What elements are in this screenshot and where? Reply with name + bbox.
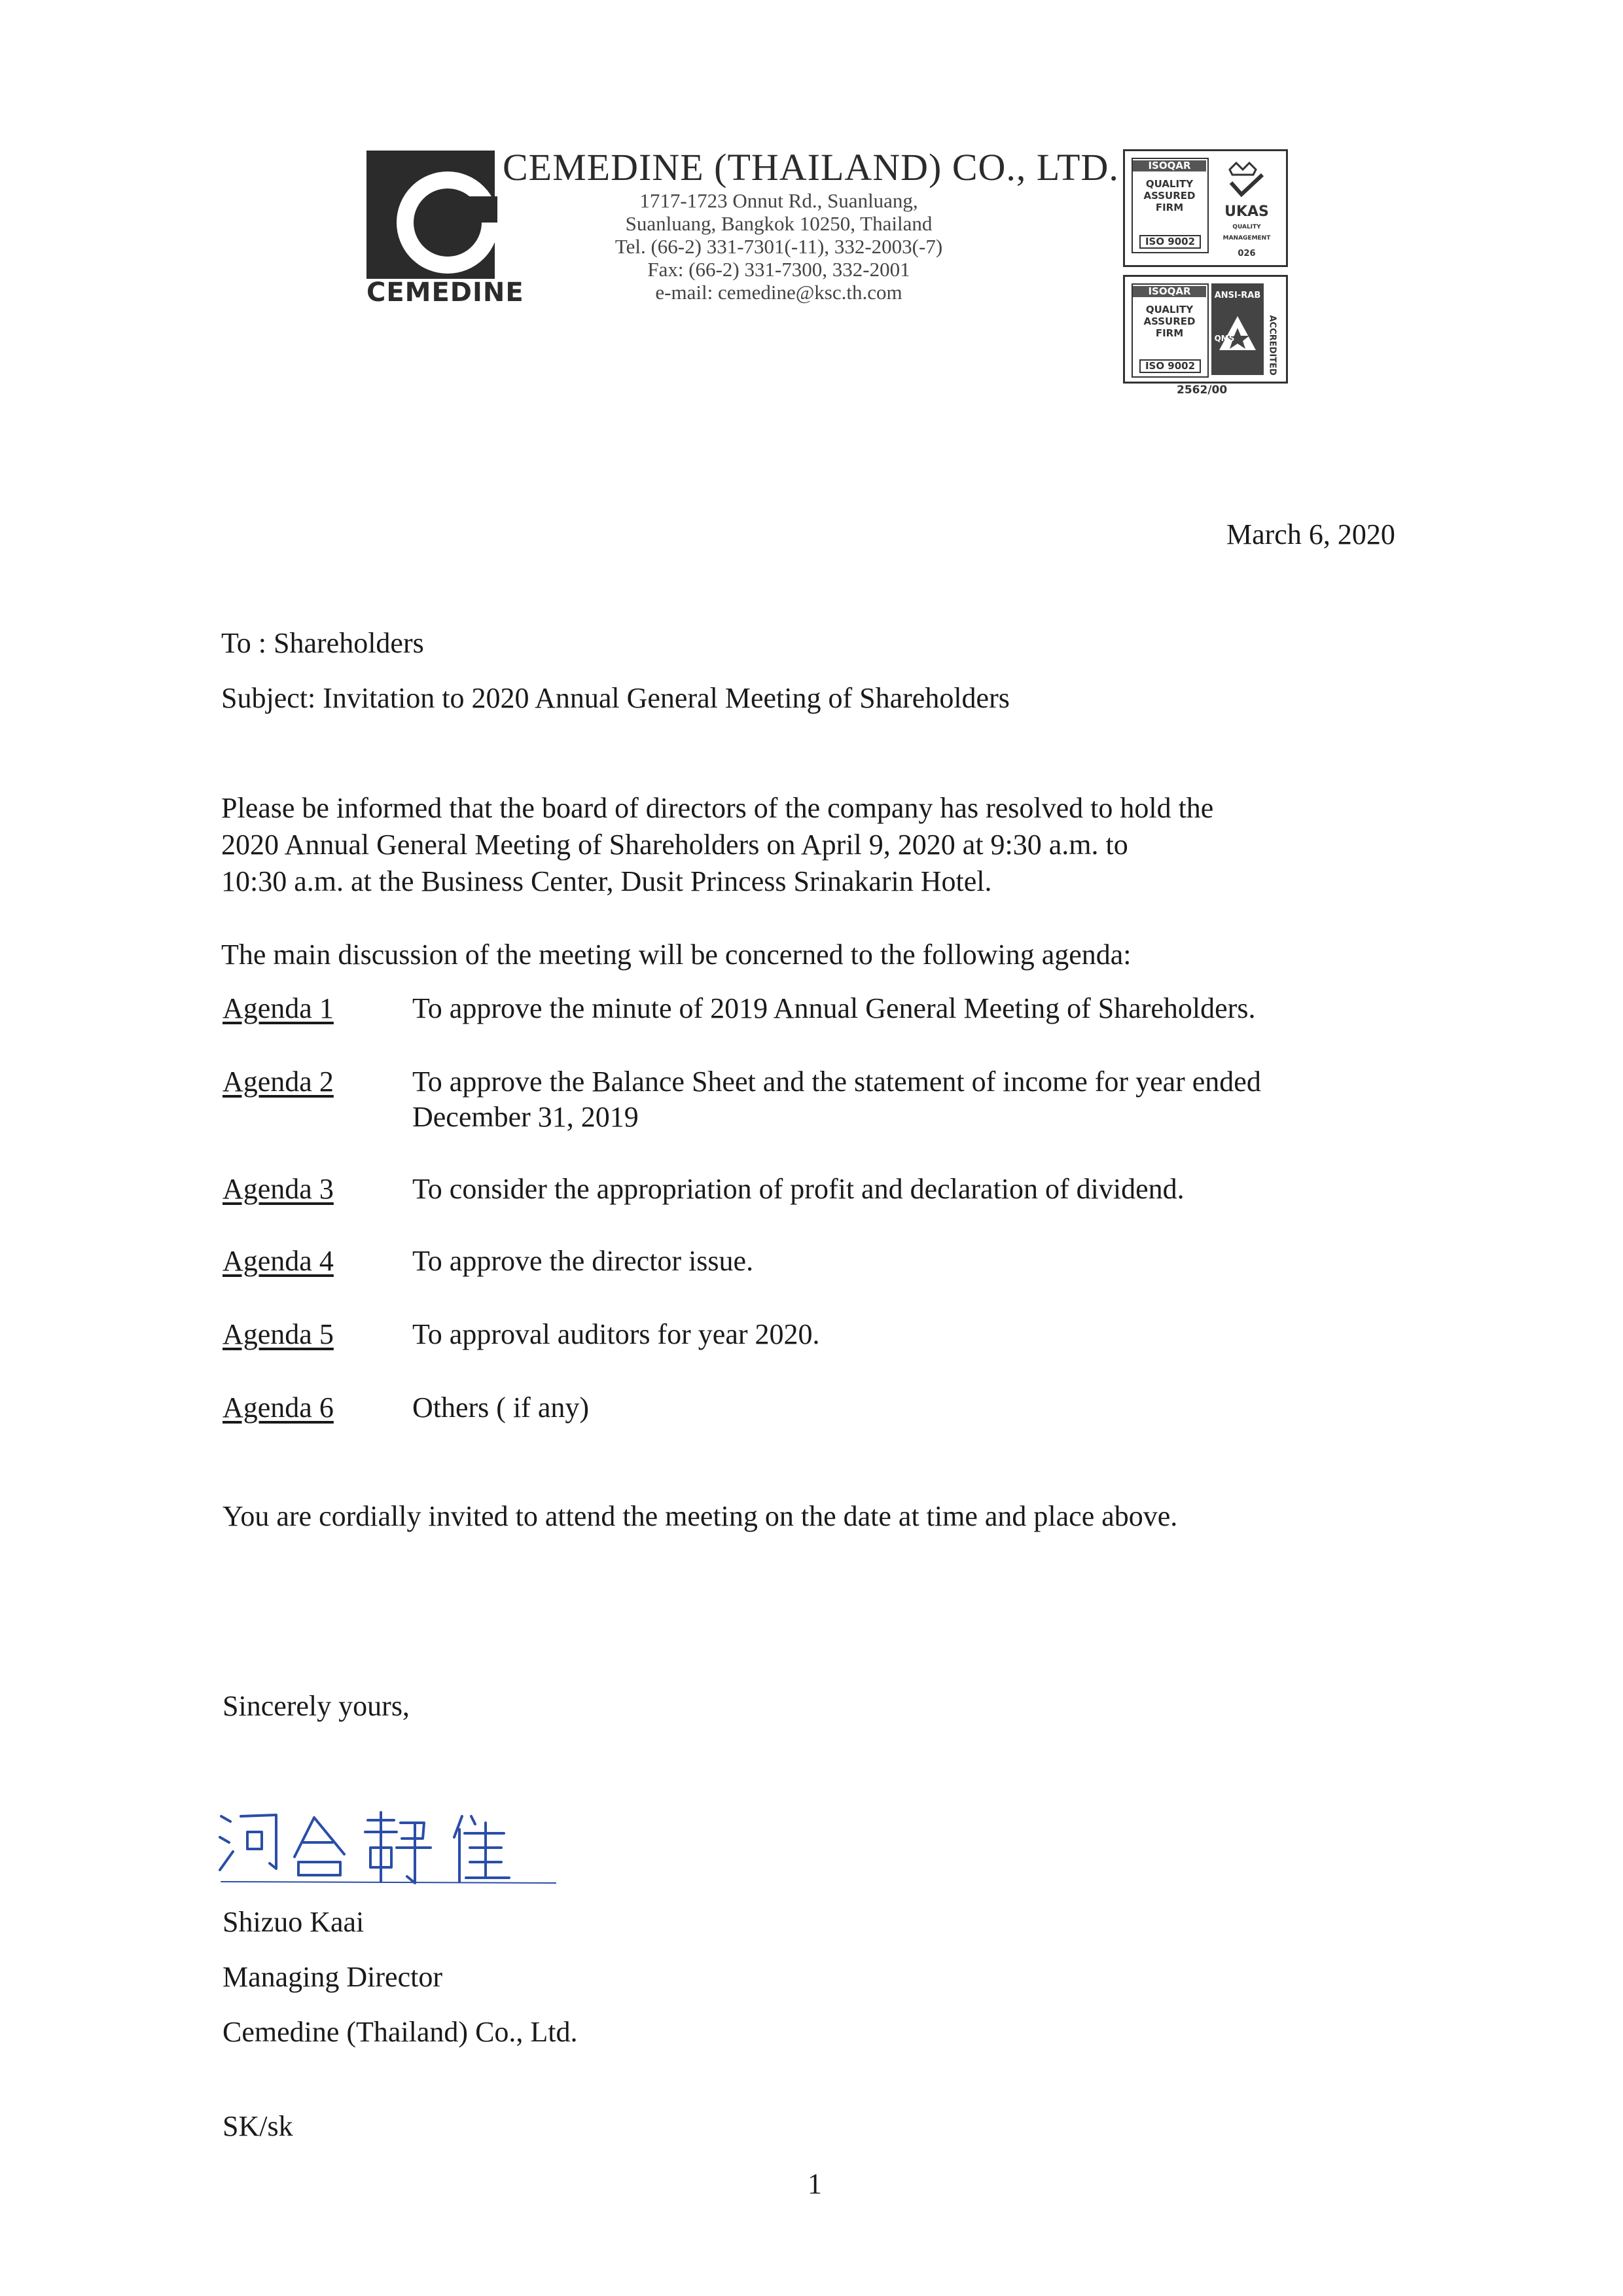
logo-c-mark: [397, 171, 499, 274]
certificate-number: 2562/00: [1177, 384, 1228, 397]
signer-company: Cemedine (Thailand) Co., Ltd.: [223, 2016, 578, 2048]
agenda-intro: The main discussion of the meeting will be concerned to the following agenda:: [221, 939, 1132, 971]
isoqar-label: ISOQAR: [1133, 160, 1206, 171]
agenda-label-5: Agenda 5: [223, 1318, 334, 1350]
letter-date: March 6, 2020: [1226, 518, 1395, 550]
agenda-label-3: Agenda 3: [223, 1173, 334, 1205]
company-name: CEMEDINE (THAILAND) CO., LTD.: [503, 146, 1119, 188]
agenda-label-4: Agenda 4: [223, 1245, 334, 1277]
intro-line-3: 10:30 a.m. at the Business Center, Dusit Princess Srinakarin Hotel.: [221, 865, 992, 897]
page-number: 1: [808, 2168, 822, 2200]
agenda-label-1: Agenda 1: [223, 992, 334, 1024]
agenda-text-2-cont: December 31, 2019: [412, 1101, 639, 1133]
handwritten-signature: [216, 1797, 556, 1888]
address-line-1: 1717-1723 Onnut Rd., Suanluang,: [639, 189, 918, 212]
intro-line-1: Please be informed that the board of directors of the company has resolved to hold the: [221, 792, 1214, 824]
agenda-label-2: Agenda 2: [223, 1066, 334, 1098]
phone-line: Tel. (66-2) 331-7301(-11), 332-2003(-7): [615, 235, 943, 258]
logo-wordmark: CEMEDINE: [366, 278, 524, 308]
agenda-text-5: To approval auditors for year 2020.: [412, 1318, 820, 1350]
logo-c-opening: [458, 196, 497, 223]
salutation: Sincerely yours,: [223, 1690, 410, 1722]
subject-line: Subject: Invitation to 2020 Annual General Meeting of Shareholders: [221, 682, 1010, 714]
signer-name: Shizuo Kaai: [223, 1906, 365, 1938]
reference-initials: SK/sk: [223, 2110, 293, 2142]
agenda-text-1: To approve the minute of 2019 Annual General Meeting of Shareholders.: [412, 992, 1256, 1024]
iso-certification-badge-ansi-rab: ISOQAR QUALITY ASSURED FIRM ISO 9002 ANSI-RAB QMS ACCREDITED: [1123, 275, 1288, 384]
crown-check-icon: [1223, 160, 1269, 200]
agenda-text-6: Others ( if any): [412, 1391, 590, 1424]
email-line: e-mail: cemedine@ksc.th.com: [655, 281, 902, 304]
agenda-text-3: To consider the appropriation of profit and declaration of dividend.: [412, 1173, 1185, 1205]
addressee: To : Shareholders: [221, 627, 424, 659]
closing-invitation: You are cordially invited to attend the meeting on the date at time and place above.: [223, 1500, 1178, 1532]
intro-line-2: 2020 Annual General Meeting of Shareholders on April 9, 2020 at 9:30 a.m. to: [221, 829, 1128, 861]
iso-certification-badge-ukas: ISOQAR QUALITY ASSURED FIRM ISO 9002 UKAS QUALITY MANAGEMENT 026: [1123, 149, 1288, 267]
address-line-2: Suanluang, Bangkok 10250, Thailand: [625, 212, 933, 235]
agenda-label-6: Agenda 6: [223, 1391, 334, 1424]
agenda-text-4: To approve the director issue.: [412, 1245, 754, 1277]
signer-title: Managing Director: [223, 1961, 442, 1993]
agenda-text-2: To approve the Balance Sheet and the statement of income for year ended: [412, 1066, 1261, 1098]
fax-line: Fax: (66-2) 331-7300, 332-2001: [647, 258, 910, 281]
isoqar-label: ISOQAR: [1133, 286, 1206, 297]
